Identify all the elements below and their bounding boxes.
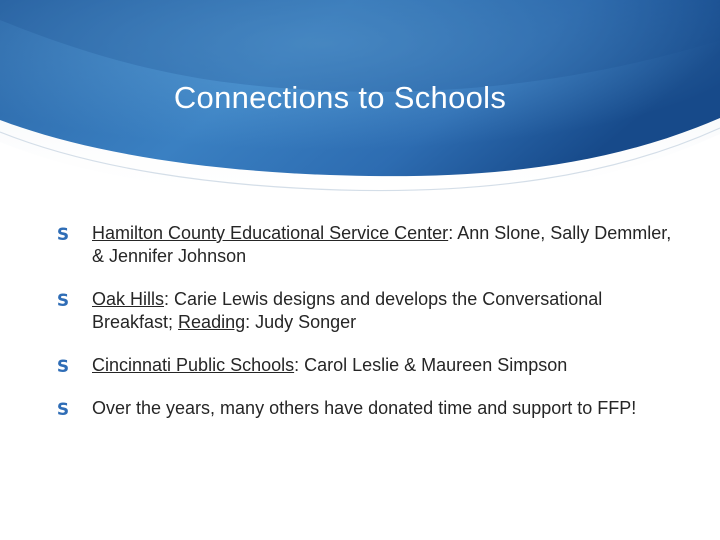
bullet-item-cincinnati-public-schools <box>38 354 688 377</box>
s-bullet-icon <box>54 400 72 418</box>
bullet-text: Over the years, many others have donated time and support to FFP! <box>92 398 637 418</box>
s-bullet-icon <box>54 357 72 375</box>
school-link-oak-hills[interactable]: Oak Hills <box>92 289 165 309</box>
school-link-cincinnati-public-schools[interactable]: Cincinnati Public Schools <box>92 355 295 375</box>
svg-text:S: S <box>56 291 70 309</box>
bullet-list <box>38 222 688 440</box>
s-bullet-icon <box>54 225 72 243</box>
svg-text:S: S <box>56 225 70 243</box>
bullet-text: : Judy Songer <box>245 312 357 332</box>
s-bullet-icon <box>54 291 72 309</box>
svg-text:S: S <box>56 400 70 418</box>
school-link-hamilton-county[interactable]: Hamilton County Educational Service Center <box>92 223 449 243</box>
bullet-item-others <box>38 397 688 420</box>
bullet-item-hamilton-county <box>38 222 688 268</box>
bullet-text: : Ann Slone, Sally Demmler, & Jennifer Johnson <box>92 223 672 266</box>
school-link-reading[interactable]: Reading <box>178 312 246 332</box>
bullet-text: : Carie Lewis designs and develops the Conversational Breakfast; <box>92 289 603 332</box>
svg-text:S: S <box>56 357 70 375</box>
slide-title: Connections to Schools <box>173 80 507 115</box>
bullet-text: : Carol Leslie & Maureen Simpson <box>294 355 568 375</box>
bullet-item-oak-hills <box>38 288 688 334</box>
